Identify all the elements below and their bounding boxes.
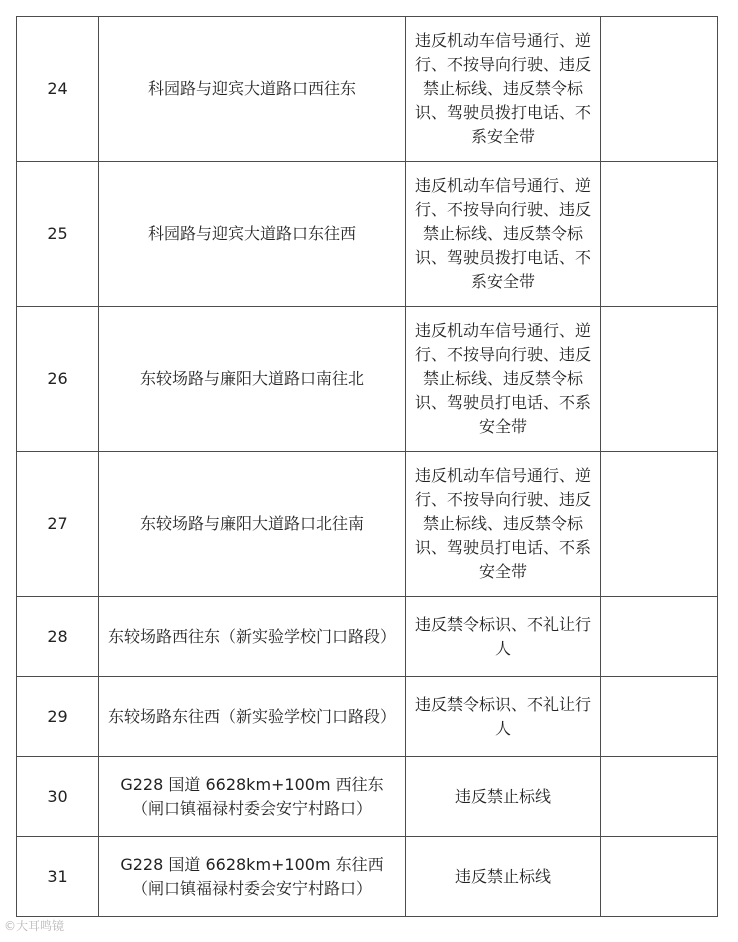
row-number-cell: 26 bbox=[17, 307, 99, 452]
table-row bbox=[17, 452, 718, 597]
row-number-cell: 28 bbox=[17, 597, 99, 677]
row-number-cell: 27 bbox=[17, 452, 99, 597]
location-cell: 东较场路与廉阳大道路口南往北 bbox=[99, 307, 406, 452]
violations-cell: 违反机动车信号通行、逆行、不按导向行驶、违反禁止标线、违反禁令标识、驾驶员拨打电话、不系安全带 bbox=[406, 17, 601, 162]
location-cell: 科园路与迎宾大道路口西往东 bbox=[99, 17, 406, 162]
violations-cell: 违反禁止标线 bbox=[406, 837, 601, 917]
remark-cell bbox=[601, 452, 718, 597]
remark-cell bbox=[601, 162, 718, 307]
remark-cell bbox=[601, 17, 718, 162]
table-row bbox=[17, 17, 718, 162]
table-row bbox=[17, 837, 718, 917]
location-cell: 科园路与迎宾大道路口东往西 bbox=[99, 162, 406, 307]
remark-cell bbox=[601, 677, 718, 757]
table-row bbox=[17, 757, 718, 837]
violations-cell: 违反禁令标识、不礼让行人 bbox=[406, 597, 601, 677]
violations-cell: 违反机动车信号通行、逆行、不按导向行驶、违反禁止标线、违反禁令标识、驾驶员拨打电话、不系安全带 bbox=[406, 162, 601, 307]
location-cell: 东较场路西往东（新实验学校门口路段） bbox=[99, 597, 406, 677]
row-number-cell: 25 bbox=[17, 162, 99, 307]
violations-cell: 违反机动车信号通行、逆行、不按导向行驶、违反禁止标线、违反禁令标识、驾驶员打电话、不系安全带 bbox=[406, 452, 601, 597]
location-cell: G228 国道 6628km+100m 西往东（闸口镇福禄村委会安宁村路口） bbox=[99, 757, 406, 837]
watermark: ©大耳鸣镜 bbox=[4, 919, 65, 933]
violation-points-table bbox=[16, 16, 718, 917]
violations-cell: 违反禁止标线 bbox=[406, 757, 601, 837]
violations-cell: 违反机动车信号通行、逆行、不按导向行驶、违反禁止标线、违反禁令标识、驾驶员打电话、不系安全带 bbox=[406, 307, 601, 452]
remark-cell bbox=[601, 837, 718, 917]
table-row bbox=[17, 597, 718, 677]
row-number-cell: 31 bbox=[17, 837, 99, 917]
table-row bbox=[17, 307, 718, 452]
row-number-cell: 24 bbox=[17, 17, 99, 162]
location-cell: 东较场路东往西（新实验学校门口路段） bbox=[99, 677, 406, 757]
violations-cell: 违反禁令标识、不礼让行人 bbox=[406, 677, 601, 757]
remark-cell bbox=[601, 757, 718, 837]
remark-cell bbox=[601, 307, 718, 452]
location-cell: 东较场路与廉阳大道路口北往南 bbox=[99, 452, 406, 597]
row-number-cell: 30 bbox=[17, 757, 99, 837]
table-row bbox=[17, 162, 718, 307]
remark-cell bbox=[601, 597, 718, 677]
table-row bbox=[17, 677, 718, 757]
location-cell: G228 国道 6628km+100m 东往西（闸口镇福禄村委会安宁村路口） bbox=[99, 837, 406, 917]
row-number-cell: 29 bbox=[17, 677, 99, 757]
